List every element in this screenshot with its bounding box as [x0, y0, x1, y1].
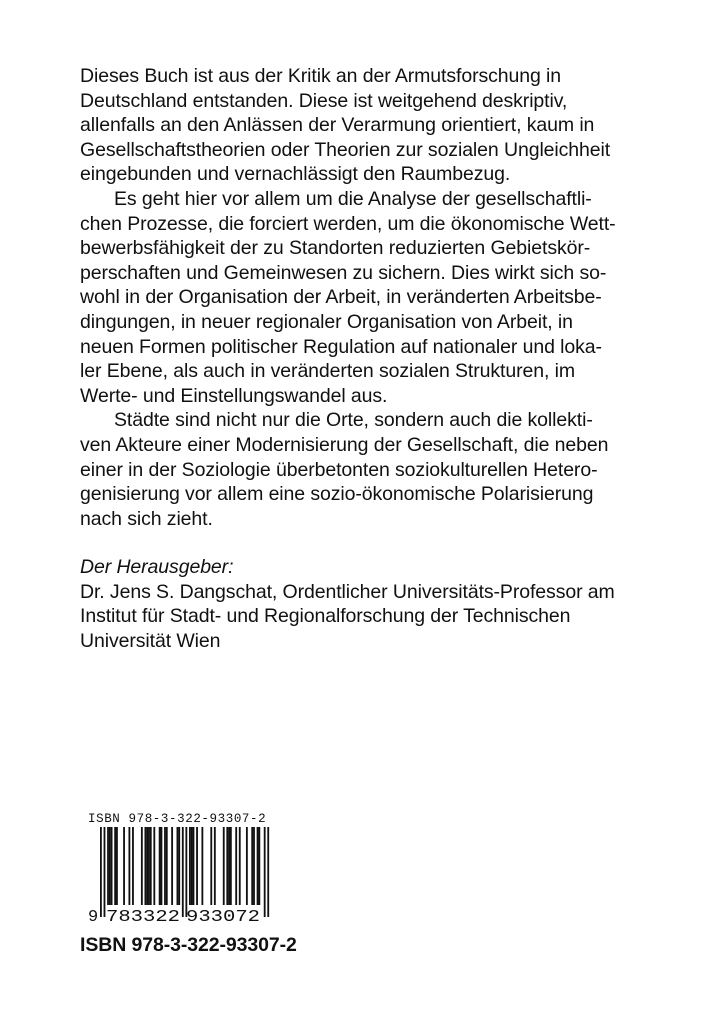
barcode-bar — [153, 827, 155, 905]
barcode-bar — [196, 827, 198, 905]
text-line: Städte sind nicht nur die Orte, sondern auch die kollekti- — [114, 409, 593, 432]
barcode-bar — [107, 827, 109, 905]
text-line: Es geht hier vor allem um die Analyse der gesellschaftli- — [114, 187, 592, 210]
editor-line: Institut für Stadt- und Regionalforschung der Technischen — [80, 605, 571, 628]
barcode-bar — [223, 827, 225, 905]
barcode-bar — [164, 827, 166, 905]
barcode-bar — [161, 827, 163, 905]
text-line: bewerbsfähigkeit der zu Standorten reduzierten Gebietskör- — [80, 237, 591, 260]
barcode-bar — [258, 827, 260, 905]
barcode-bar — [116, 827, 118, 905]
barcode-bar — [177, 827, 179, 905]
barcode-bar — [185, 827, 187, 917]
barcode-bar — [226, 827, 228, 905]
barcode-bar — [100, 827, 102, 917]
text-line: chen Prozesse, die forciert werden, um die ökonomische Wett- — [80, 212, 616, 235]
barcode-block — [86, 811, 282, 925]
text-line: ven Akteure einer Modernisierung der Gesellschaft, die neben — [80, 433, 609, 456]
barcode-bar — [123, 827, 125, 905]
barcode-bar — [178, 827, 180, 905]
paragraph-2 — [80, 187, 660, 408]
barcode-first-digit: 9 — [88, 908, 99, 925]
barcode-bar — [141, 827, 143, 905]
text-line: wohl in der Organisation der Arbeit, in veränderten Arbeitsbe- — [80, 286, 602, 309]
barcode-bar — [109, 827, 111, 905]
barcode-isbn-label: ISBN 978-3-322-93307-2 — [88, 812, 267, 826]
barcode-bar — [193, 827, 195, 905]
barcode-bar — [145, 827, 147, 905]
editor-line: Universität Wien — [80, 630, 221, 653]
barcode-bars — [100, 827, 269, 917]
barcode-bar — [264, 827, 266, 917]
barcode-bar — [166, 827, 168, 905]
paragraph-3 — [80, 408, 660, 531]
barcode-bar — [191, 827, 193, 905]
barcode-bar — [132, 827, 134, 905]
text-line: Werte- und Einstellungswandel aus. — [80, 384, 388, 407]
barcode-bar — [148, 827, 150, 905]
barcode-bar — [128, 827, 130, 905]
barcode-bar — [114, 827, 116, 905]
text-line: perschaften und Gemeinwesen zu sichern. Dies wirkt sich so- — [80, 261, 607, 284]
text-line: nach sich zieht. — [80, 507, 213, 530]
barcode-bar — [182, 827, 184, 917]
barcode-bar — [246, 827, 248, 905]
text-line: einer in der Soziologie überbetonten soziokulturellen Hetero- — [80, 458, 598, 481]
text-line: neuen Formen politischer Regulation auf nationaler und loka- — [80, 335, 602, 358]
barcode-bar — [239, 827, 241, 905]
back-cover-text — [80, 64, 660, 654]
paragraph-1 — [80, 64, 660, 187]
barcode-bar — [251, 827, 253, 905]
text-line: allenfalls an den Anlässen der Verarmung orientiert, kaum in — [80, 114, 595, 137]
text-line: eingebunden und vernachlässigt den Raumbezug. — [80, 163, 511, 186]
barcode-bar — [267, 827, 269, 917]
barcode-bar — [189, 827, 191, 905]
barcode-bar — [228, 827, 230, 905]
isbn-number: ISBN 978-3-322-93307-2 — [80, 934, 297, 956]
barcode-bar — [235, 827, 237, 905]
barcode-bar — [214, 827, 216, 905]
text-line: ler Ebene, als auch in veränderten sozialen Strukturen, im — [80, 360, 575, 383]
barcode-bar — [104, 827, 106, 917]
editor-heading: Der Herausgeber: — [80, 556, 234, 579]
barcode — [86, 827, 282, 925]
barcode-right-digits: 933072 — [186, 908, 260, 925]
text-line: Gesellschaftstheorien oder Theorien zur sozialen Ungleichheit — [80, 138, 611, 161]
text-line: genisierung vor allem eine sozio-ökonomische Polarisierung — [80, 483, 594, 506]
barcode-bar — [230, 827, 232, 905]
spacer — [80, 531, 660, 555]
text-line: Dieses Buch ist aus der Kritik an der Armutsforschung in — [80, 65, 562, 87]
editor-section — [80, 555, 660, 653]
barcode-bar — [253, 827, 255, 905]
barcode-bar — [257, 827, 259, 905]
barcode-bar — [159, 827, 161, 905]
barcode-bar — [111, 827, 113, 905]
text-line: Deutschland entstanden. Diese ist weitgehend deskriptiv, — [80, 89, 568, 112]
text-line: dingungen, in neuer regionaler Organisation von Arbeit, in — [80, 310, 573, 333]
barcode-left-digits: 783322 — [106, 908, 180, 925]
barcode-bar — [146, 827, 148, 905]
barcode-bar — [171, 827, 173, 905]
editor-line: Dr. Jens S. Dangschat, Ordentlicher Universitäts-Professor am — [80, 580, 615, 603]
barcode-bar — [201, 827, 203, 905]
barcode-bar — [150, 827, 152, 905]
barcode-bar — [210, 827, 212, 905]
